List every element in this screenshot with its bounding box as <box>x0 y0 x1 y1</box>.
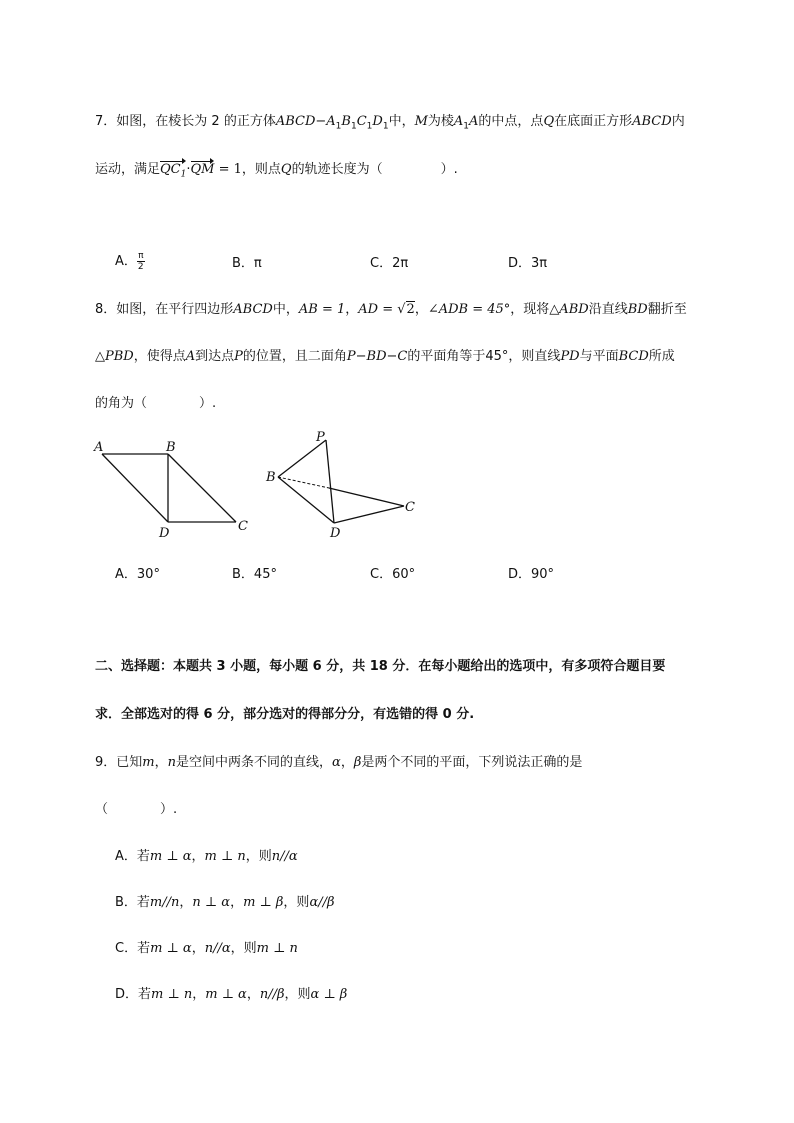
option-condition: m ⊥ α <box>205 987 247 1002</box>
edge-ad <box>102 454 168 522</box>
q9-plane-beta: β <box>353 755 362 770</box>
q8-parallelogram-name: ABCD <box>233 302 273 317</box>
q8-text: 的角为（ <box>95 396 148 411</box>
q8-text: ， <box>345 302 359 317</box>
q8-ab-length: AB = 1 <box>298 302 346 317</box>
option-label: D． <box>508 567 532 582</box>
label-c: C <box>238 519 248 534</box>
q9-option-a[interactable] <box>115 845 298 864</box>
option-then: ，则 <box>283 895 310 910</box>
option-label: A． <box>115 254 137 269</box>
option-value: 30° <box>136 567 160 582</box>
fraction-denominator: 2 <box>137 262 144 272</box>
q9-text: ， <box>191 941 205 956</box>
option-condition: m ⊥ α <box>150 941 192 956</box>
label-d: D <box>159 526 170 541</box>
q9-text: ， <box>246 987 260 1002</box>
q8-plane-bcd: BCD <box>618 349 649 364</box>
option-label: D．若 <box>115 987 152 1002</box>
q7-point-q: Q <box>280 162 292 177</box>
q8-line-pd: PD <box>560 349 580 364</box>
q8-option-a[interactable] <box>115 563 160 582</box>
q7-point-a: A <box>469 114 479 129</box>
label-p: P <box>316 430 325 445</box>
option-value: 90° <box>531 567 555 582</box>
option-condition: m ⊥ n <box>204 849 246 864</box>
label-b: B <box>166 440 176 455</box>
q7-vector-qc1 <box>160 162 186 180</box>
q7-cube-name: ABCD−A <box>275 114 336 129</box>
q9-line-m: m <box>142 755 155 770</box>
q7-text: 运动，满足 <box>95 162 161 177</box>
option-label: A． <box>115 567 137 582</box>
q8-text: 与平面 <box>579 349 619 364</box>
q8-text: 的平面角等于45°，则直线 <box>407 349 561 364</box>
q8-text: ）. <box>199 396 217 411</box>
q8-point-p: P <box>234 349 243 364</box>
q7-cube-d: D <box>372 114 383 129</box>
q9-line-1 <box>95 751 582 770</box>
q9-text: 是空间中两条不同的直线， <box>176 755 333 770</box>
q9-text: ， <box>192 987 206 1002</box>
option-label: C． <box>370 256 393 271</box>
edge-dc <box>334 506 404 523</box>
option-value: 45° <box>253 567 277 582</box>
q9-text: ， <box>154 755 168 770</box>
q9-option-c[interactable] <box>115 937 298 956</box>
label-b: B <box>266 470 276 485</box>
q8-sqrt: √2 <box>397 302 415 317</box>
q8-line-3 <box>95 392 216 411</box>
q7-square-name: ABCD <box>632 114 672 129</box>
option-result: α//β <box>309 895 335 910</box>
q8-dihedral: P−BD−C <box>346 349 408 364</box>
option-value: 3π <box>531 256 548 271</box>
q9-text: （ <box>95 802 109 817</box>
q8-text: 中， <box>272 302 299 317</box>
label-c: C <box>405 500 415 515</box>
label-d: D <box>330 526 341 541</box>
label-a: A <box>94 440 104 455</box>
q9-line-2 <box>95 798 177 817</box>
option-result: α ⊥ β <box>310 987 348 1002</box>
q8-point-a: A <box>185 349 196 364</box>
option-label: D． <box>508 256 532 271</box>
q7-option-d[interactable] <box>508 252 547 271</box>
q8-triangle-abd: △ABD <box>549 302 589 317</box>
q8-triangle-pbd: △PBD <box>95 349 134 364</box>
q7-sub: 1 <box>382 121 389 132</box>
option-condition: m ⊥ α <box>149 849 192 864</box>
q7-text: 的中点，点 <box>478 114 544 129</box>
option-condition: n//β <box>259 987 285 1002</box>
q8-line-bd: BD <box>627 302 648 317</box>
q9-plane-alpha: α <box>332 755 341 770</box>
option-condition: m//n <box>149 895 180 910</box>
q8-text: ， <box>414 302 428 317</box>
q8-option-d[interactable] <box>508 563 554 582</box>
q7-sub: 1 <box>463 121 470 132</box>
q8-text: 如图，在平行四边形 <box>116 302 234 317</box>
q7-text: 如图，在棱长为 2 的正方体 <box>116 114 276 129</box>
q9-line-n: n <box>167 755 177 770</box>
edge-pb <box>278 440 326 477</box>
q7-text: 在底面正方形 <box>554 114 633 129</box>
q8-number: 8． <box>95 302 117 317</box>
edge-bc-visible <box>329 488 404 506</box>
q9-option-b[interactable] <box>115 891 335 910</box>
edge-bc <box>168 454 236 522</box>
q8-text: 翻折至 <box>647 302 687 317</box>
q9-option-d[interactable] <box>115 983 347 1002</box>
q8-option-c[interactable] <box>370 563 415 582</box>
q9-text: ， <box>191 849 205 864</box>
edge-pd <box>326 440 334 523</box>
q9-text: 是两个不同的平面，下列说法正确的是 <box>361 755 583 770</box>
q7-text: ，则点 <box>241 162 281 177</box>
fraction <box>137 251 145 272</box>
section2-heading-line2: 求．全部选对的得 6 分，部分选对的得部分分，有选错的得 0 分. <box>95 707 475 722</box>
q8-text: ，现将 <box>510 302 550 317</box>
q7-option-c[interactable] <box>370 252 408 271</box>
q8-text: 的位置，且二面角 <box>242 349 347 364</box>
q8-figure-folded <box>262 424 427 544</box>
option-then: ，则 <box>230 941 257 956</box>
option-label: B．若 <box>115 895 150 910</box>
q8-text: 沿直线 <box>588 302 628 317</box>
option-label: B． <box>232 256 254 271</box>
q7-sub: 1 <box>180 169 187 180</box>
option-condition: m ⊥ β <box>243 895 284 910</box>
q9-text: ， <box>340 755 354 770</box>
option-result: n//α <box>271 849 298 864</box>
option-value: π <box>253 256 262 271</box>
option-then: ，则 <box>245 849 272 864</box>
q7-line-2 <box>95 158 458 180</box>
q8-angle: ∠ADB = 45° <box>427 302 511 317</box>
option-value: 2π <box>392 256 409 271</box>
q7-text: 内 <box>671 114 685 129</box>
q9-text: ， <box>179 895 193 910</box>
option-result: m ⊥ n <box>256 941 298 956</box>
q7-number: 7． <box>95 114 117 129</box>
q9-text: 已知 <box>116 755 143 770</box>
option-label: A．若 <box>115 849 150 864</box>
fraction-numerator: π <box>138 251 144 261</box>
q7-sub: 1 <box>350 121 357 132</box>
q7-dot: · <box>186 162 191 177</box>
q7-option-b[interactable] <box>232 252 262 271</box>
q8-figure-parallelogram <box>90 432 260 542</box>
q7-text: 为棱 <box>427 114 454 129</box>
q7-point-m: M <box>414 114 428 129</box>
option-label: C．若 <box>115 941 151 956</box>
option-condition: n//α <box>204 941 231 956</box>
q7-sub: 1 <box>366 121 373 132</box>
q9-text: ， <box>230 895 244 910</box>
q7-cube-c: C <box>356 114 367 129</box>
q8-line-1 <box>95 298 687 317</box>
option-condition: n ⊥ α <box>192 895 231 910</box>
option-condition: m ⊥ n <box>151 987 193 1002</box>
section2-heading-line1: 二、选择题：本题共 3 小题，每小题 6 分，共 18 分．在每小题给出的选项中，有多项符合题目要 <box>95 659 666 674</box>
q9-text: ）. <box>160 802 178 817</box>
option-then: ，则 <box>284 987 311 1002</box>
q7-vector-text: QC <box>160 162 181 177</box>
q8-option-b[interactable] <box>232 563 277 582</box>
option-label: C． <box>370 567 393 582</box>
q8-line-2 <box>95 345 675 364</box>
q7-equals: = 1 <box>214 162 242 177</box>
q7-text: ）. <box>440 162 458 177</box>
q7-option-a[interactable] <box>115 250 145 272</box>
q8-text: ，使得点 <box>133 349 186 364</box>
q7-point-q: Q <box>543 114 555 129</box>
q9-number: 9． <box>95 755 117 770</box>
q7-cube-b: B <box>341 114 351 129</box>
q7-vector-qm: QM <box>190 162 215 177</box>
q7-sub: 1 <box>335 121 342 132</box>
q7-line-1 <box>95 110 685 132</box>
q8-text: 到达点 <box>195 349 235 364</box>
option-label: B． <box>232 567 254 582</box>
option-value: 60° <box>392 567 416 582</box>
q7-point-a: A <box>453 114 464 129</box>
q8-ad-length: AD = <box>358 302 398 317</box>
edge-bd <box>278 477 334 523</box>
q7-text: 中， <box>388 114 415 129</box>
q8-sqrt-value: 2 <box>406 302 415 317</box>
q7-text: 的轨迹长度为（ <box>291 162 383 177</box>
q8-text: 所成 <box>648 349 675 364</box>
